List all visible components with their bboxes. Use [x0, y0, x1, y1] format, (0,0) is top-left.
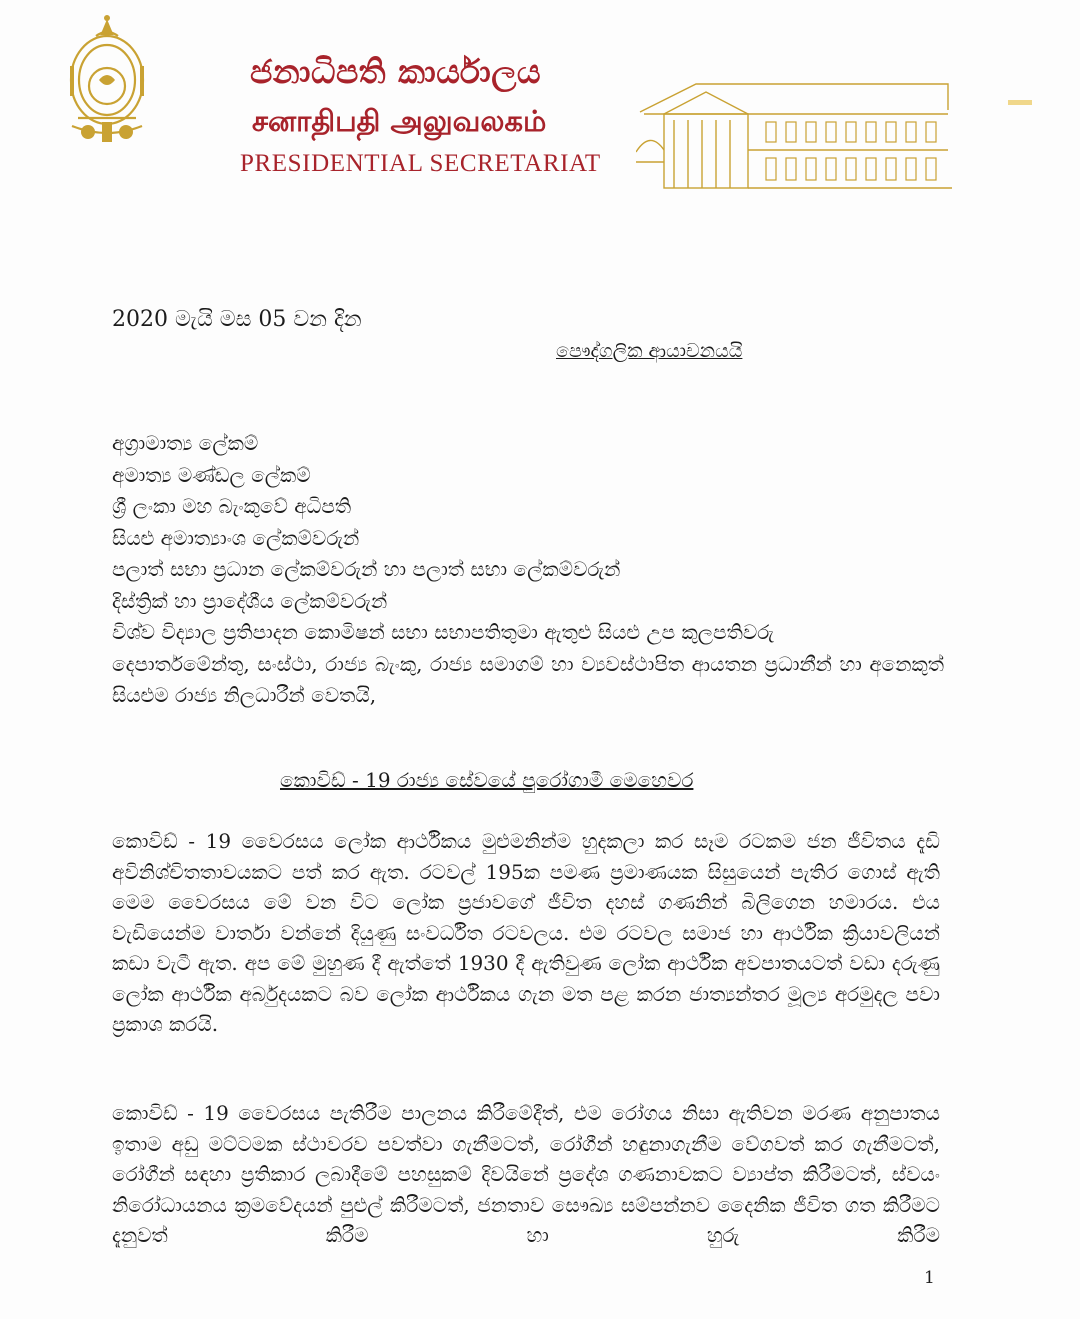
recipient-line: දෙපාර්තමේන්තු, සංස්ථා, රාජ්‍ය බැංකු, රාජ්‍ය සමාගම් හා ව්‍යවස්ථාපිත ආයතන ප්‍රධානීන් හා අනෙකුත් සියළුම රාජ්‍ය නිලධාරීන් වෙතයි, — [112, 651, 944, 707]
recipient-line: පලාත් සභා ප්‍රධාන ලේකම්වරුන් හා පලාත් සභා ලේකම්වරුන් — [112, 557, 621, 581]
confidential-label: පෞද්ගලික ආයාචනයයි — [556, 340, 743, 362]
recipient-line: ශ්‍රී ලංකා මහ බැංකුවේ අධිපති — [112, 494, 352, 518]
body-paragraph: කොවිඩ් - 19 වෛරසය ලෝක ආර්ථිකය මුළුමනින්ම හුදකලා කර සෑම රටකම ජන ජීවිතය දැඩි අවිනිශ්චිතතාවයකට පත් කර ඇත. රටවල් 195ක පමණ ප්‍රමාණයක සිසුයෙන් පැතිර ගොස් ඇති මෙම වෛරසය මේ වන විට ලෝක ප්‍රජාවගේ ජීවිත දහස් ගණනින් බිලිගෙන හමාරය. එය වැඩියෙන්ම වාර්තා වන්නේ දියුණු සංවර්ධිත රටවලය. එම රටවල සමාජ හා ආර්ථික ක්‍රියාවලියන් කඩා වැටී ඇත. අප මේ මුහුණ දී ඇත්තේ 1930 දී ඇතිවුණ ලෝක ආර්ථික අවපාතයටත් වඩා දරුණු ලෝක ආර්ථික අර්බුදයකට බව ලෝක ආර්ථිකය ගැන මත පළ කරන ජාත්‍යන්තර මූල්‍ය අරමුදල පවා ප්‍රකාශ කරයි. — [112, 829, 940, 1036]
page-number: 1 — [924, 1268, 935, 1288]
recipient-line: අමාත්‍ය මණ්ඩල ලේකම් — [112, 462, 311, 487]
recipient-line: විශ්ව විද්‍යාල ප්‍රතිපාදන කොමිෂන් සභා සභාපතිතුමා ඇතුළු සියළු උප කුලපතිවරු — [112, 620, 774, 644]
letterhead-title-english: PRESIDENTIAL SECRETARIAT — [240, 150, 601, 177]
recipient-line: දිස්ත්‍රික් හා ප්‍රාදේශීය ලේකම්වරුන් — [112, 588, 388, 613]
recipient-line: සියළු අමාත්‍යාංශ ලේකම්වරුන් — [112, 525, 360, 550]
letterhead-title-tamil: சனாதிபதி அலுவலகம் — [252, 104, 547, 138]
presidential-secretariat-building-icon — [636, 70, 956, 192]
recipient-list — [112, 428, 944, 712]
letterhead-title-sinhala: ජනාධිපති කාර්යාලය — [250, 52, 542, 91]
letter-date: 2020 මැයි මස 05 වන දින — [112, 307, 362, 332]
body-paragraph: කොවිඩ් - 19 වෛරසය පැතිරීම පාලනය කිරීමේදීත්, එම රෝගය නිසා ඇතිවන මරණ අනුපාතය ඉතාම අඩු මට්ටමක ස්ථාවරව පවත්වා ගැනීමටත්, රෝගීන් හඳුනාගැනීම වේගවත් කර ගැනීමටත්, රෝගීන් සඳහා ප්‍රතිකාර ලබාදීමේ පහසුකම් දිවයිනේ ප්‍රදේශ ගණනාවකට ව්‍යාප්ත කිරීමටත්, ස්වයං නිරෝධායනය ක්‍රමවේදයන් පුළුල් කිරීමටත්, ජනතාව සෞඛ්‍ය සම්පන්නව දෛනික ජීවිත ගත කිරීමට දැනුවත් කිරීම හා හුරු කිරීම — [112, 1101, 940, 1247]
sri-lanka-emblem-icon — [58, 14, 156, 148]
letter-subject: කොවිඩ් - 19 රාජ්‍ය සේවයේ පුරෝගාමී මෙහෙවර — [280, 768, 694, 792]
margin-mark — [1008, 100, 1032, 105]
recipient-line: අග්‍රාමාත්‍ය ලේකම් — [112, 431, 259, 455]
